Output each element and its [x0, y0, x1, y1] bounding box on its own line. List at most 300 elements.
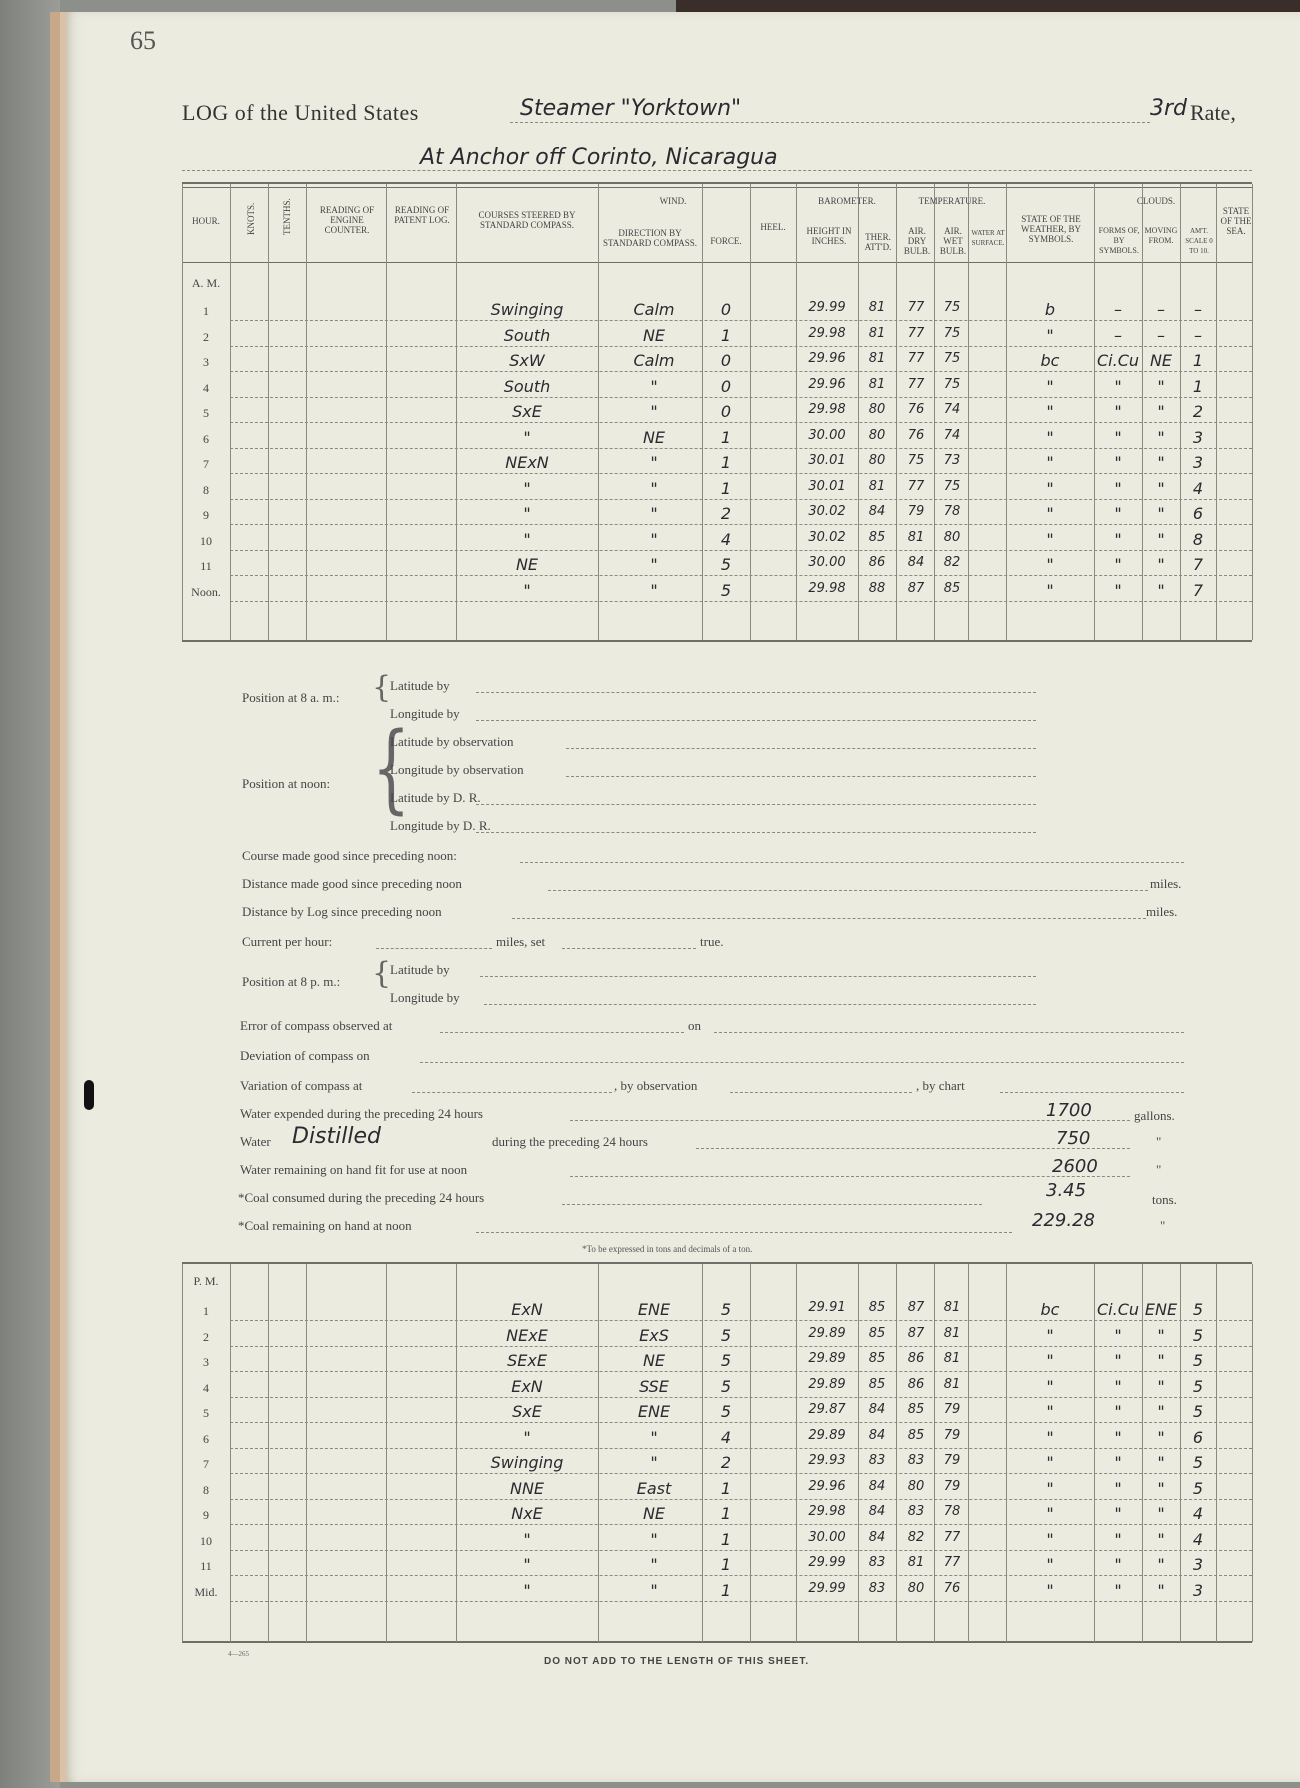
pm-dry-cell: 86 — [907, 1376, 925, 1392]
pm-amount-cell: 5 — [1192, 1402, 1204, 1421]
am-row-rule — [230, 422, 1252, 423]
dist-made-unit: miles. — [1150, 876, 1182, 891]
am-moving-cell: " — [1157, 580, 1165, 600]
am-amount-cell: 3 — [1192, 453, 1204, 472]
current-miles-set: miles, set — [496, 934, 546, 949]
pm-height-cell: 29.89 — [808, 1376, 846, 1392]
am-column-line — [750, 184, 751, 640]
form-fill-line — [730, 1092, 912, 1093]
pm-dry-cell: 80 — [907, 1580, 925, 1596]
pm-course-cell: NxE — [511, 1504, 543, 1523]
pm-moving-cell: ENE — [1144, 1300, 1178, 1319]
coal-remaining-ditto: " — [1160, 1218, 1166, 1233]
col-courses: COURSES STEERED BY STANDARD COMPASS. — [478, 210, 576, 230]
col-sea: STATE OF THE SEA. — [1220, 206, 1252, 236]
page-number: 65 — [130, 26, 156, 55]
am-forms-cell: " — [1114, 402, 1122, 421]
pm-weather-cell: bc — [1040, 1300, 1060, 1319]
pm-weather-cell: " — [1046, 1402, 1054, 1421]
am-hour-cell: 5 — [203, 406, 209, 420]
am-column-line — [230, 184, 231, 640]
form-fill-line — [476, 692, 1036, 693]
variation-label: Variation of compass at — [240, 1078, 363, 1093]
pm-hour-cell: 7 — [203, 1457, 209, 1471]
col-clouds: CLOUDS. — [1136, 196, 1176, 206]
am-dry-cell: 79 — [907, 504, 925, 519]
brace-8pm: { — [372, 956, 392, 991]
col-patent: READING OF PATENT LOG. — [394, 205, 450, 225]
am-height-cell: 29.98 — [808, 580, 846, 596]
am-dry-cell: 77 — [907, 300, 925, 315]
am-amount-cell: 1 — [1192, 376, 1204, 396]
pm-moving-cell: " — [1157, 1580, 1165, 1600]
pm-force-cell: 1 — [720, 1529, 732, 1549]
pm-ther-cell: 85 — [868, 1300, 886, 1315]
pm-row-rule — [230, 1473, 1252, 1474]
am-moving-cell: " — [1157, 453, 1165, 472]
col-tenths: TENTHS. — [282, 198, 292, 235]
pm-force-cell: 5 — [720, 1325, 732, 1345]
pm-weather-cell: " — [1046, 1478, 1054, 1498]
form-fill-line — [476, 832, 1036, 833]
pm-row-rule — [230, 1422, 1252, 1423]
am-force-cell: 1 — [720, 427, 732, 447]
form-fill-line — [480, 976, 1036, 977]
pm-amount-cell: 5 — [1192, 1351, 1204, 1370]
am-moving-cell: " — [1157, 376, 1165, 396]
pm-ther-cell: 83 — [868, 1453, 886, 1468]
am-amount-cell: 7 — [1192, 555, 1204, 574]
am-ther-cell: 80 — [868, 402, 886, 417]
am-force-cell: 0 — [720, 376, 732, 396]
pos-8am-label: Position at 8 a. m.: — [242, 690, 340, 705]
am-ther-cell: 81 — [868, 300, 886, 315]
log-title: LOG of the United States — [182, 100, 419, 125]
pm-ther-cell: 84 — [868, 1529, 886, 1545]
pm-hour-cell: Mid. — [194, 1584, 218, 1599]
pm-height-cell: 29.87 — [808, 1402, 846, 1417]
am-amount-cell: 4 — [1192, 478, 1204, 498]
page-edge — [60, 12, 66, 1782]
am-height-cell: 29.98 — [808, 325, 846, 341]
coal-consumed-unit: tons. — [1152, 1192, 1177, 1207]
am-table-top — [182, 182, 1252, 184]
form-fill-line — [476, 720, 1036, 721]
pm-height-cell: 29.98 — [808, 1504, 846, 1519]
course-made-label: Course made good since preceding noon: — [242, 848, 457, 863]
am-height-cell: 29.96 — [808, 376, 846, 392]
pm-ther-cell: 84 — [868, 1427, 886, 1443]
pm-wind-dir-cell: SSE — [639, 1376, 669, 1396]
am-wet-cell: 75 — [943, 300, 961, 315]
form-fill-line — [570, 1176, 1130, 1177]
dist-made-label: Distance made good since preceding noon — [242, 876, 462, 891]
form-fill-line — [562, 948, 696, 949]
am-moving-cell: " — [1157, 427, 1165, 447]
form-fill-line — [476, 804, 1036, 805]
am-weather-cell: bc — [1040, 351, 1060, 370]
current-true: true. — [700, 934, 724, 949]
pm-row-rule — [230, 1499, 1252, 1500]
am-moving-cell: " — [1157, 555, 1165, 574]
am-wet-cell: 75 — [943, 325, 961, 341]
pm-force-cell: 2 — [720, 1453, 732, 1472]
water-expended-label: Water expended during the preceding 24 hours — [240, 1106, 483, 1121]
col-wind: WIND. — [659, 196, 687, 206]
pm-row-rule — [230, 1601, 1252, 1602]
pm-hour-cell: 6 — [203, 1431, 209, 1446]
pm-table-bottom — [182, 1641, 1252, 1643]
am-forms-cell: " — [1114, 427, 1122, 447]
am-course-cell: " — [523, 427, 531, 447]
pm-moving-cell: " — [1157, 1504, 1165, 1523]
pm-course-cell: " — [523, 1427, 531, 1447]
pm-weather-cell: " — [1046, 1376, 1054, 1396]
pm-force-cell: 5 — [720, 1402, 732, 1421]
am-forms-cell: " — [1114, 504, 1122, 523]
water-distilled-value: 750 — [1056, 1128, 1091, 1149]
pm-wind-dir-cell: ENE — [637, 1402, 671, 1421]
am-moving-cell: " — [1157, 529, 1165, 549]
form-fill-line — [440, 1032, 684, 1033]
water-expended-value: 1700 — [1046, 1100, 1092, 1121]
am-wind-dir-cell: " — [650, 555, 658, 574]
am-row-rule — [230, 448, 1252, 449]
am-hour-cell: 4 — [203, 380, 209, 395]
am-dry-cell: 77 — [907, 325, 925, 341]
pm-forms-cell: " — [1114, 1351, 1122, 1370]
pm-course-cell: SExE — [507, 1351, 547, 1370]
pm-wet-cell: 81 — [943, 1325, 961, 1341]
pm-dry-cell: 83 — [907, 1453, 925, 1468]
pm-dry-cell: 85 — [907, 1427, 925, 1443]
pm-course-cell: " — [523, 1555, 531, 1574]
pm-hour-cell: 3 — [203, 1355, 209, 1369]
am-wind-dir-cell: " — [650, 580, 658, 600]
col-wind-force: FORCE. — [710, 236, 742, 246]
coal-remaining-value: 229.28 — [1032, 1210, 1095, 1231]
col-air-wet: AIR. WET BULB. — [939, 226, 967, 256]
am-course-cell: NE — [515, 555, 539, 574]
am-wind-dir-cell: " — [650, 453, 658, 472]
am-forms-cell: " — [1114, 555, 1122, 574]
col-baro-ther: THER. ATT'D. — [864, 232, 892, 252]
pm-dry-cell: 85 — [907, 1402, 925, 1417]
form-fill-line — [548, 890, 1148, 891]
pm-amount-cell: 4 — [1192, 1504, 1204, 1523]
pos-8pm-label: Position at 8 p. m.: — [242, 974, 341, 989]
pm-dry-cell: 81 — [907, 1555, 925, 1570]
pm-amount-cell: 5 — [1192, 1376, 1204, 1396]
pm-force-cell: 1 — [720, 1555, 732, 1574]
pm-weather-cell: " — [1046, 1453, 1054, 1472]
variation-by-obs: , by observation — [614, 1078, 698, 1093]
form-fill-line — [562, 1204, 982, 1205]
col-water-surface: WATER AT SURFACE. — [971, 229, 1005, 247]
am-amount-cell: 1 — [1192, 351, 1204, 370]
pm-hour-cell: 5 — [203, 1406, 209, 1420]
am-height-cell: 30.02 — [808, 504, 846, 519]
am-hour-cell: 10 — [200, 533, 212, 548]
am-row-rule — [230, 473, 1252, 474]
pm-dry-cell: 80 — [907, 1478, 925, 1494]
pm-course-cell: NNE — [509, 1478, 545, 1498]
pm-wet-cell: 77 — [943, 1555, 961, 1570]
am-hour-cell: 11 — [200, 559, 212, 573]
pm-moving-cell: " — [1157, 1453, 1165, 1472]
am-forms-cell: " — [1114, 478, 1122, 498]
brace-noon: { — [372, 713, 411, 825]
pm-amount-cell: 5 — [1192, 1453, 1204, 1472]
pm-course-cell: " — [523, 1580, 531, 1600]
water-remaining-ditto: " — [1156, 1162, 1162, 1177]
am-wind-dir-cell: " — [650, 376, 658, 396]
pm-weather-cell: " — [1046, 1504, 1054, 1523]
pm-wet-cell: 81 — [943, 1376, 961, 1392]
location: At Anchor off Corinto, Nicaragua — [420, 145, 778, 170]
pm-wet-cell: 77 — [943, 1529, 961, 1545]
am-forms-cell: – — [1114, 300, 1122, 319]
pm-course-cell: ExN — [511, 1300, 543, 1319]
pm-forms-cell: " — [1114, 1478, 1122, 1498]
pm-amount-cell: 6 — [1192, 1427, 1204, 1447]
noon-long-dr-label: Longitude by D. R. — [390, 818, 491, 833]
am-height-cell: 29.96 — [808, 351, 846, 366]
binding-hole — [84, 1080, 94, 1110]
form-fill-line — [420, 1062, 1184, 1063]
pm-dry-cell: 87 — [907, 1300, 925, 1315]
am-hour-cell: 9 — [203, 508, 209, 522]
pm-wet-cell: 78 — [943, 1504, 961, 1519]
pm-forms-cell: " — [1114, 1529, 1122, 1549]
pm-height-cell: 29.93 — [808, 1453, 846, 1468]
am-wind-dir-cell: NE — [642, 427, 666, 447]
am-hour-cell: 6 — [203, 431, 209, 446]
am-amount-cell: 3 — [1192, 427, 1204, 447]
pm-row-rule — [230, 1346, 1252, 1347]
am-amount-cell: 2 — [1192, 402, 1204, 421]
am-column-line — [456, 184, 457, 640]
pm-course-cell: NExE — [506, 1325, 548, 1345]
am-course-cell: " — [523, 504, 531, 523]
pm-course-cell: " — [523, 1529, 531, 1549]
pm-wind-dir-cell: East — [636, 1478, 672, 1498]
am-forms-cell: " — [1114, 529, 1122, 549]
error-compass-label: Error of compass observed at — [240, 1018, 393, 1033]
am-row-rule — [230, 371, 1252, 372]
col-hour: HOUR. — [192, 216, 220, 226]
vessel-rate-value: 3rd — [1150, 96, 1188, 121]
pm-height-cell: 29.89 — [808, 1351, 846, 1366]
pm-course-cell: Swinging — [490, 1453, 564, 1472]
am-dry-cell: 75 — [907, 453, 925, 468]
dist-log-label: Distance by Log since preceding noon — [242, 904, 442, 919]
am-weather-cell: " — [1046, 478, 1054, 498]
am-weather-cell: " — [1046, 529, 1054, 549]
water-distilled-kind: Distilled — [292, 1124, 381, 1149]
sheet-notice: DO NOT ADD TO THE LENGTH OF THIS SHEET. — [544, 1656, 810, 1667]
am-weather-cell: " — [1046, 555, 1054, 574]
pos-8pm-long-label: Longitude by — [390, 990, 460, 1005]
am-course-cell: " — [523, 580, 531, 600]
pm-wet-cell: 79 — [943, 1427, 961, 1443]
form-fill-line — [476, 1232, 1012, 1233]
am-ther-cell: 81 — [868, 478, 886, 494]
pm-amount-cell: 4 — [1192, 1529, 1204, 1549]
am-dry-cell: 76 — [907, 402, 925, 417]
am-ther-cell: 81 — [868, 325, 886, 341]
pm-row-rule — [230, 1397, 1252, 1398]
pm-weather-cell: " — [1046, 1325, 1054, 1345]
am-row-rule — [230, 524, 1252, 525]
pm-course-cell: ExN — [511, 1376, 543, 1396]
pm-row-rule — [230, 1448, 1252, 1449]
vessel-rate-label: Rate, — [1190, 100, 1236, 125]
form-fill-line — [1000, 1092, 1184, 1093]
brace-8am: { — [372, 670, 392, 705]
pm-ther-cell: 85 — [868, 1351, 886, 1366]
am-label: A. M. — [191, 276, 221, 290]
am-wet-cell: 75 — [943, 478, 961, 494]
pm-ther-cell: 85 — [868, 1376, 886, 1392]
am-ther-cell: 86 — [868, 555, 886, 570]
am-height-cell: 30.02 — [808, 529, 846, 545]
pm-wind-dir-cell: ExS — [639, 1325, 669, 1345]
variation-by-chart: , by chart — [916, 1078, 965, 1093]
am-hour-cell: Noon. — [191, 584, 221, 599]
pm-wind-dir-cell: " — [650, 1427, 658, 1447]
form-fill-line — [570, 1120, 1130, 1121]
pm-forms-cell: " — [1114, 1427, 1122, 1447]
location-rule — [182, 170, 1252, 171]
am-forms-cell: " — [1114, 376, 1122, 396]
pm-row-rule — [230, 1320, 1252, 1321]
am-force-cell: 1 — [720, 478, 732, 498]
col-cloud-forms: FORMS OF, BY SYMBOLS. — [1098, 226, 1140, 255]
am-ther-cell: 85 — [868, 529, 886, 545]
am-column-line — [306, 184, 307, 640]
noon-lat-obs-label: Latitude by observation — [390, 734, 514, 749]
coal-consumed-value: 3.45 — [1046, 1180, 1087, 1201]
coal-remaining-label: *Coal remaining on hand at noon — [238, 1218, 412, 1233]
pm-moving-cell: " — [1157, 1478, 1165, 1498]
current-label: Current per hour: — [242, 934, 333, 949]
water-remaining-value: 2600 — [1052, 1156, 1098, 1177]
am-height-cell: 29.98 — [808, 402, 846, 417]
am-wet-cell: 74 — [943, 427, 961, 443]
pm-weather-cell: " — [1046, 1580, 1054, 1600]
pm-ther-cell: 84 — [868, 1478, 886, 1494]
pm-height-cell: 30.00 — [808, 1529, 846, 1545]
am-wind-dir-cell: " — [650, 402, 658, 421]
pm-forms-cell: " — [1114, 1504, 1122, 1523]
form-fill-line — [714, 1032, 1184, 1033]
pm-forms-cell: " — [1114, 1580, 1122, 1600]
pm-row-rule — [230, 1575, 1252, 1576]
pm-ther-cell: 84 — [868, 1402, 886, 1417]
am-column-line — [268, 184, 269, 640]
vessel-name: Steamer "Yorktown" — [520, 96, 742, 121]
am-amount-cell: – — [1194, 325, 1202, 345]
pm-course-cell: SxE — [512, 1402, 542, 1421]
pm-force-cell: 1 — [720, 1580, 732, 1600]
am-ther-cell: 81 — [868, 351, 886, 366]
am-weather-cell: " — [1046, 376, 1054, 396]
am-wet-cell: 85 — [943, 580, 961, 596]
am-weather-cell: " — [1046, 402, 1054, 421]
am-height-cell: 30.01 — [808, 453, 846, 468]
pm-hour-cell: 1 — [203, 1304, 209, 1318]
form-fill-line — [566, 776, 1036, 777]
am-column-line — [896, 184, 897, 640]
am-moving-cell: " — [1157, 504, 1165, 523]
pm-wet-cell: 76 — [943, 1580, 961, 1596]
pm-moving-cell: " — [1157, 1325, 1165, 1345]
pm-forms-cell: " — [1114, 1325, 1122, 1345]
am-weather-cell: b — [1044, 300, 1056, 319]
am-column-line — [598, 184, 599, 640]
am-force-cell: 1 — [720, 325, 732, 345]
am-hour-cell: 7 — [203, 457, 209, 471]
am-column-line — [796, 184, 797, 640]
am-table-bottom — [182, 640, 1252, 642]
am-row-rule — [230, 397, 1252, 398]
am-height-cell: 30.00 — [808, 427, 846, 443]
am-ther-cell: 81 — [868, 376, 886, 392]
am-hour-cell: 1 — [203, 304, 209, 318]
pm-dry-cell: 86 — [907, 1351, 925, 1366]
am-weather-cell: " — [1046, 453, 1054, 472]
form-fill-line — [484, 1004, 1036, 1005]
pm-weather-cell: " — [1046, 1529, 1054, 1549]
am-column-line — [386, 184, 387, 640]
col-air-dry: AIR. DRY BULB. — [903, 226, 931, 256]
pm-height-cell: 29.96 — [808, 1478, 846, 1494]
am-amount-cell: 6 — [1192, 504, 1204, 523]
am-moving-cell: – — [1157, 325, 1165, 345]
am-moving-cell: " — [1157, 478, 1165, 498]
pm-wind-dir-cell: " — [650, 1529, 658, 1549]
pm-wind-dir-cell: " — [650, 1453, 658, 1472]
pos-8am-lat-label: Latitude by — [390, 678, 450, 693]
am-course-cell: " — [523, 529, 531, 549]
pm-moving-cell: " — [1157, 1529, 1165, 1549]
pm-amount-cell: 5 — [1192, 1300, 1204, 1319]
pm-forms-cell: " — [1114, 1402, 1122, 1421]
col-temperature: TEMPERATURE. — [918, 196, 986, 206]
form-fill-line — [376, 948, 492, 949]
am-wet-cell: 73 — [943, 453, 961, 468]
pm-height-cell: 29.89 — [808, 1325, 846, 1341]
col-cloud-amount: AM'T. SCALE 0 TO 10. — [1185, 227, 1213, 255]
am-dry-cell: 84 — [907, 555, 925, 570]
am-hour-cell: 3 — [203, 355, 209, 369]
form-fill-line — [512, 918, 1146, 919]
pm-moving-cell: " — [1157, 1555, 1165, 1574]
am-hour-cell: 2 — [203, 329, 209, 344]
am-column-line — [1252, 184, 1253, 640]
water-remaining-label: Water remaining on hand fit for use at noon — [240, 1162, 468, 1177]
pm-hour-cell: 9 — [203, 1508, 209, 1522]
pm-ther-cell: 85 — [868, 1325, 886, 1341]
water-distilled-label: during the preceding 24 hours — [492, 1134, 648, 1149]
pm-amount-cell: 3 — [1192, 1580, 1204, 1600]
pm-wet-cell: 81 — [943, 1300, 961, 1315]
am-row-rule — [230, 575, 1252, 576]
pm-dry-cell: 87 — [907, 1325, 925, 1341]
error-compass-on: on — [688, 1018, 701, 1033]
pm-hour-cell: 10 — [200, 1533, 212, 1548]
